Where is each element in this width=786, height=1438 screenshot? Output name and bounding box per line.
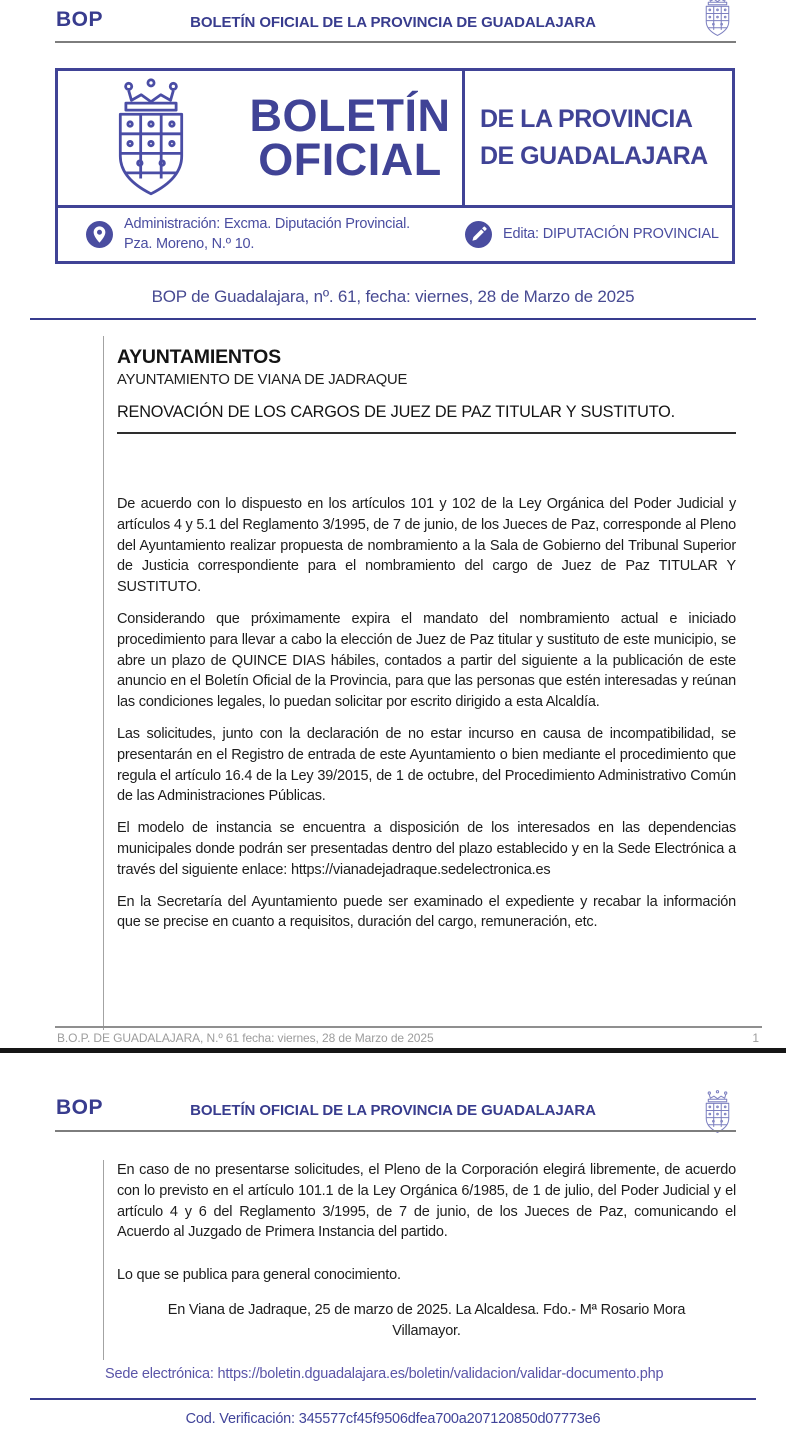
article-paragraph: Las solicitudes, junto con la declaración de no estar incurso en causa de incompatibilidad, se presentarán en el Registro de entrada de este Ayuntamiento o bien mediante el procedimiento que regula el artículo 16.4 de la Ley 39/2015, de 1 de octubre, del Procedimiento Administrativo Común de las Administraciones Públicas. (117, 725, 736, 805)
article-paragraph: En caso de no presentarse solicitudes, el Pleno de la Corporación elegirá libremente, de acuerdo con lo previsto en el artículo 101.1 de la Ley Orgánica 6/1985, de 1 de julio, del Poder Judicial y el artículo 4 y 6 del Reglamento 3/1995, de 7 de junio, de los Jueces de Paz, comunicando el Acuerdo al Juzgado de Primera Instancia del partido. (117, 1162, 736, 1241)
article-title: RENOVACIÓN DE LOS CARGOS DE JUEZ DE PAZ TITULAR Y SUSTITUTO. (117, 403, 675, 421)
administration-line2: Pza. Moreno, N.º 10. (124, 235, 255, 252)
page-number: 1 (752, 1031, 759, 1045)
administration-info (58, 215, 465, 253)
masthead-subtitle-line1: DE LA PROVINCIA (480, 104, 693, 133)
pencil-icon (465, 221, 492, 248)
article-title-rule (117, 432, 736, 434)
location-pin-icon (86, 221, 113, 248)
sede-electronica-link[interactable]: Sede electrónica: https://boletin.dguadalajara.es/boletin/validacion/validar-documento.php (105, 1366, 664, 1382)
page1-running-header (0, 0, 786, 44)
bop-abbreviation: BOP (56, 1096, 104, 1119)
signature-line: En Viana de Jadraque, 25 de marzo de 2025. La Alcaldesa. Fdo.- Mª Rosario Mora Villamayor. (167, 1301, 686, 1339)
page-divider (0, 1048, 786, 1053)
entity-heading: AYUNTAMIENTO DE VIANA DE JADRAQUE (117, 372, 408, 388)
administration-line1: Administración: Excma. Diputación Provincial. (124, 216, 410, 233)
article-paragraph: Lo que se publica para general conocimiento. (117, 1267, 401, 1284)
article-paragraph: Considerando que próximamente expira el mandato del nombramiento actual e iniciado procedimiento para llevar a cabo la elección de Juez de Paz titular y sustituto de este municipio, se abre un plazo de QUINCE DIAS hábiles, contados a partir del siguiente a la publicación de este anuncio en el Boletín Oficial de la Provincia, para que las personas que estén interesadas y reúnan las condiciones legales, lo puedan solicitar por escrito dirigido a esta Alcaldía. (117, 610, 736, 711)
issue-date-line: BOP de Guadalajara, nº. 61, fecha: viernes, 28 de Marzo de 2025 (151, 287, 635, 306)
edita-text: Edita: DIPUTACIÓN PROVINCIAL (503, 225, 719, 242)
article-paragraph: De acuerdo con lo dispuesto en los artículos 101 y 102 de la Ley Orgánica del Poder Judicial y artículos 4 y 5.1 del Reglamento 3/1995, de 7 de junio, de los Jueces de Paz, corresponde al Pleno del Ayuntamiento realizar propuesta de nombramiento a la Sala de Gobierno del Tribunal Superior de Justicia correspondiente para el nombramiento del cargo de Juez de Paz TITULAR Y SUSTITUTO. (117, 496, 736, 596)
header-rule (55, 1130, 736, 1132)
header-rule (55, 41, 736, 43)
article-content-page1 (103, 336, 736, 1030)
article-paragraph: El modelo de instancia se encuentra a disposición de los interesados en las dependencias municipales donde podrán ser presentadas dentro del plazo establecido y en la Sede Electrónica a través del siguiente enlace: https://vianadejadraque.sedelectronica.es (117, 820, 736, 878)
coat-of-arms (58, 71, 244, 205)
page-footer (57, 1031, 759, 1045)
masthead-logo-line1: BOLETÍN (249, 89, 451, 141)
running-header-title: BOLETÍN OFICIAL DE LA PROVINCIA DE GUADALAJARA (190, 14, 596, 31)
issue-rule (30, 318, 756, 320)
masthead-subtitle (462, 71, 732, 205)
page2-running-header (0, 1088, 786, 1132)
edita-info (465, 221, 732, 248)
article-paragraph: En la Secretaría del Ayuntamiento puede ser examinado el expediente y recabar la información que se precise en cuanto a requisitos, duración del cargo, remuneración, etc. (117, 893, 736, 931)
bop-abbreviation: BOP (56, 8, 104, 31)
section-heading: AYUNTAMIENTOS (117, 346, 281, 368)
footer-issue-line: B.O.P. DE GUADALAJARA, N.º 61 fecha: viernes, 28 de Marzo de 2025 (57, 1031, 434, 1045)
provincial-crest-icon (701, 0, 734, 37)
coat-of-arms-icon (90, 78, 212, 198)
masthead-logo-line2: OFICIAL (258, 134, 442, 185)
validation-rule (30, 1398, 756, 1400)
masthead-box (55, 68, 735, 264)
running-header-title: BOLETÍN OFICIAL DE LA PROVINCIA DE GUADALAJARA (190, 1102, 596, 1119)
masthead-subtitle-line2: DE GUADALAJARA (480, 142, 708, 170)
masthead-logo (244, 89, 462, 185)
masthead-bottom (58, 205, 732, 261)
verification-code: Cod. Verificación: 345577cf45f9506dfea700a207120850d07773e6 (185, 1411, 601, 1427)
administration-text (124, 215, 410, 253)
article-content-page2 (103, 1160, 736, 1360)
provincial-crest-icon (701, 1090, 734, 1134)
page-footer-rule (55, 1026, 762, 1028)
masthead-top (58, 71, 732, 205)
